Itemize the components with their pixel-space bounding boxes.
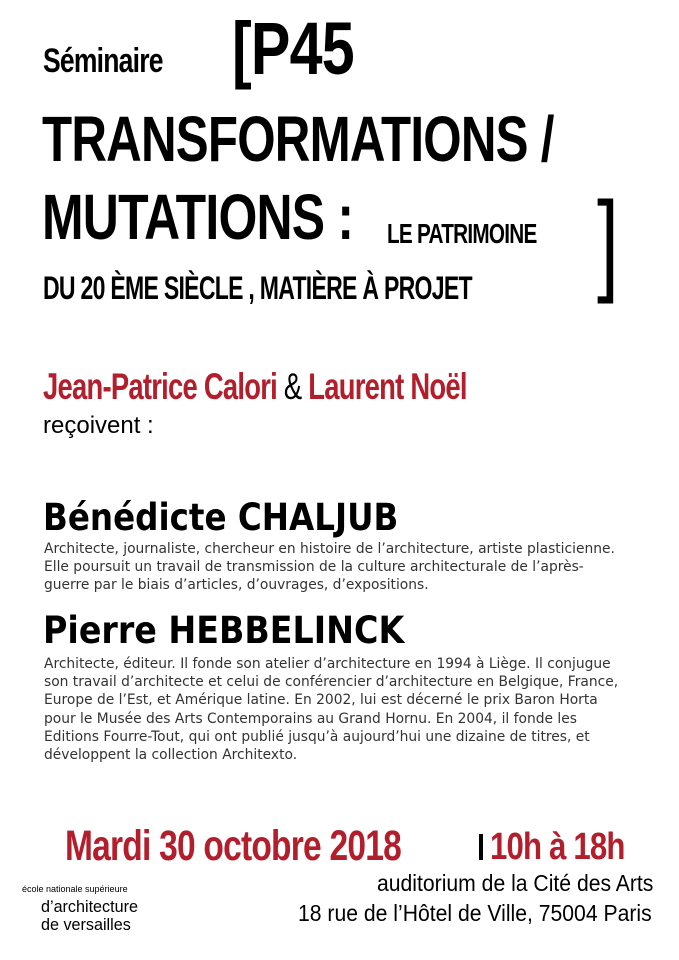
bio-line: Architecte, éditeur. Il fonde son atelier d’architecture en 1994 à Liège. Il conjugue — [44, 656, 611, 672]
hosts-line — [43, 366, 616, 408]
bio-line: son travail d’architecte et celui de conférencier d’architecture en Belgique, France, — [44, 674, 619, 691]
title-mutations: MUTATIONS : — [42, 181, 354, 253]
title-p45: [P45 — [232, 7, 354, 90]
bio-line: développent la collection Architexto. — [44, 747, 298, 764]
logo-school-line3: de versailles — [41, 915, 131, 934]
logo-school-line2: d’architecture — [41, 897, 138, 916]
speaker-name-hebbelinck: Pierre HEBBELINCK — [43, 609, 405, 652]
event-time: 10h à 18h — [490, 826, 625, 868]
bio-line: Editions Fourre-Tout, qui ont publié jusqu’à aujourd’hui une dizaine de titres, et — [44, 728, 590, 745]
logo-school-line1: école nationale supérieure — [22, 884, 128, 894]
title-close-bracket: ] — [597, 179, 619, 304]
bio-line: Architecte, journaliste, chercheur en histoire de l’architecture, artiste plasticienne. — [44, 541, 615, 557]
date-time-separator — [479, 834, 483, 860]
recoivent-label: reçoivent : — [43, 412, 154, 439]
venue-address: 18 rue de l’Hôtel de Ville, 75004 Paris — [298, 900, 652, 926]
bio-line: guerre par le biais d’articles, d’ouvrages, d’expositions. — [44, 577, 429, 594]
bio-line: pour le Musée des Arts Contemporains au Grand Hornu. En 2004, il fonde les — [44, 710, 577, 727]
speaker-bio-hebbelinck — [44, 655, 644, 764]
event-date: Mardi 30 octobre 2018 — [65, 822, 401, 870]
title-transformations: TRANSFORMATIONS / — [42, 103, 554, 175]
title-siecle: DU 20 ÈME SIÈCLE , MATIÈRE À PROJET — [43, 270, 472, 306]
ampersand: & — [277, 366, 309, 407]
bio-line: Elle poursuit un travail de transmission de la culture architecturale de l’après- — [44, 559, 584, 576]
host-calori: Jean-Patrice Calori — [43, 366, 278, 407]
speaker-bio-chaljub — [44, 540, 649, 595]
host-noel: Laurent Noël — [308, 366, 467, 407]
speaker-name-chaljub: Bénédicte CHALJUB — [43, 496, 399, 539]
title-patrimoine: LE PATRIMOINE — [387, 218, 537, 249]
title-seminaire: Séminaire — [43, 42, 163, 80]
venue-name: auditorium de la Cité des Arts — [377, 870, 654, 896]
bio-line: Europe de l’Est, et Amérique latine. En 2002, lui est décerné le prix Baron Horta — [44, 692, 598, 709]
